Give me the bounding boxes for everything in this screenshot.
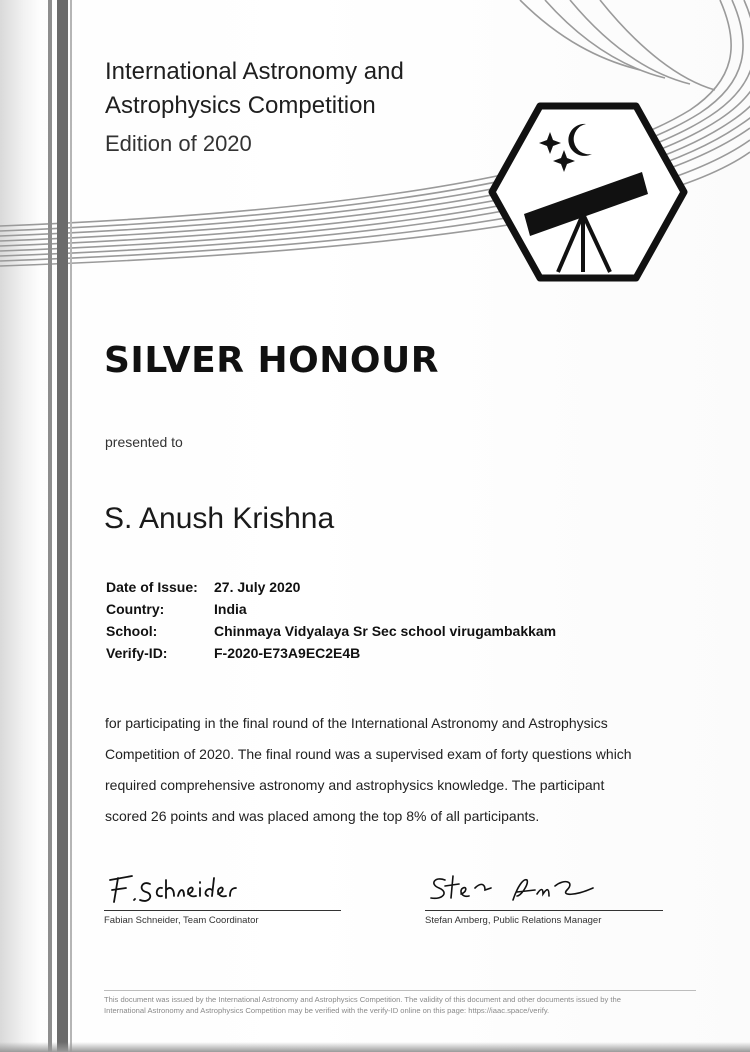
body-line: for participating in the final round of the International Astronomy and Astrophysics bbox=[105, 715, 608, 731]
detail-row-country bbox=[106, 598, 556, 620]
award-title: SILVER HONOUR bbox=[104, 340, 439, 381]
signature-image bbox=[425, 866, 663, 910]
detail-label: Date of Issue: bbox=[106, 579, 198, 595]
detail-value: F-2020-E73A9EC2E4B bbox=[214, 645, 361, 661]
detail-row-verify-id bbox=[106, 642, 556, 664]
detail-row-school bbox=[106, 620, 556, 642]
detail-label: Verify-ID: bbox=[106, 645, 168, 661]
signature-caption: Fabian Schneider, Team Coordinator bbox=[104, 915, 259, 926]
body-line: Competition of 2020. The final round was a supervised exam of forty questions which bbox=[105, 746, 632, 762]
certificate-body-text bbox=[105, 708, 695, 832]
iaac-logo-icon bbox=[488, 102, 688, 282]
competition-title-line1: International Astronomy and bbox=[105, 58, 404, 85]
detail-value: 27. July 2020 bbox=[214, 579, 301, 595]
footer-disclaimer bbox=[104, 994, 704, 1016]
body-line: required comprehensive astronomy and astrophysics knowledge. The participant bbox=[105, 777, 605, 793]
signature-block-coordinator bbox=[104, 866, 341, 926]
competition-title-line2: Astrophysics Competition bbox=[105, 92, 376, 119]
body-line: scored 26 points and was placed among the top 8% of all participants. bbox=[105, 808, 540, 824]
edition-label: Edition of 2020 bbox=[105, 131, 252, 156]
left-stripe-thin bbox=[70, 0, 72, 1052]
left-stripe-light bbox=[48, 0, 52, 1052]
signature-caption: Stefan Amberg, Public Relations Manager bbox=[425, 915, 602, 926]
detail-label: Country: bbox=[106, 601, 165, 617]
footer-line2: International Astronomy and Astrophysics Competition may be verified with the verify-ID online on this page: https://iaac.space/verify. bbox=[104, 1006, 550, 1015]
signature-block-pr-manager bbox=[425, 866, 663, 926]
page-bottom-shadow bbox=[0, 1042, 750, 1052]
competition-header bbox=[105, 55, 404, 161]
presented-to-label: presented to bbox=[105, 434, 183, 450]
recipient-name: S. Anush Krishna bbox=[104, 502, 335, 535]
detail-label: School: bbox=[106, 623, 158, 639]
detail-value: Chinmaya Vidyalaya Sr Sec school virugambakkam bbox=[214, 623, 557, 639]
detail-value: India bbox=[214, 601, 247, 617]
footer-line1: This document was issued by the International Astronomy and Astrophysics Competition. The validity of this document and other documents issued by the bbox=[104, 995, 621, 1004]
detail-row-date bbox=[106, 576, 556, 598]
left-stripe-dark bbox=[57, 0, 68, 1052]
signature-line bbox=[425, 910, 663, 911]
footer-divider bbox=[104, 990, 696, 991]
signature-line bbox=[104, 910, 341, 911]
signature-image bbox=[104, 866, 341, 910]
details-table bbox=[106, 576, 556, 664]
